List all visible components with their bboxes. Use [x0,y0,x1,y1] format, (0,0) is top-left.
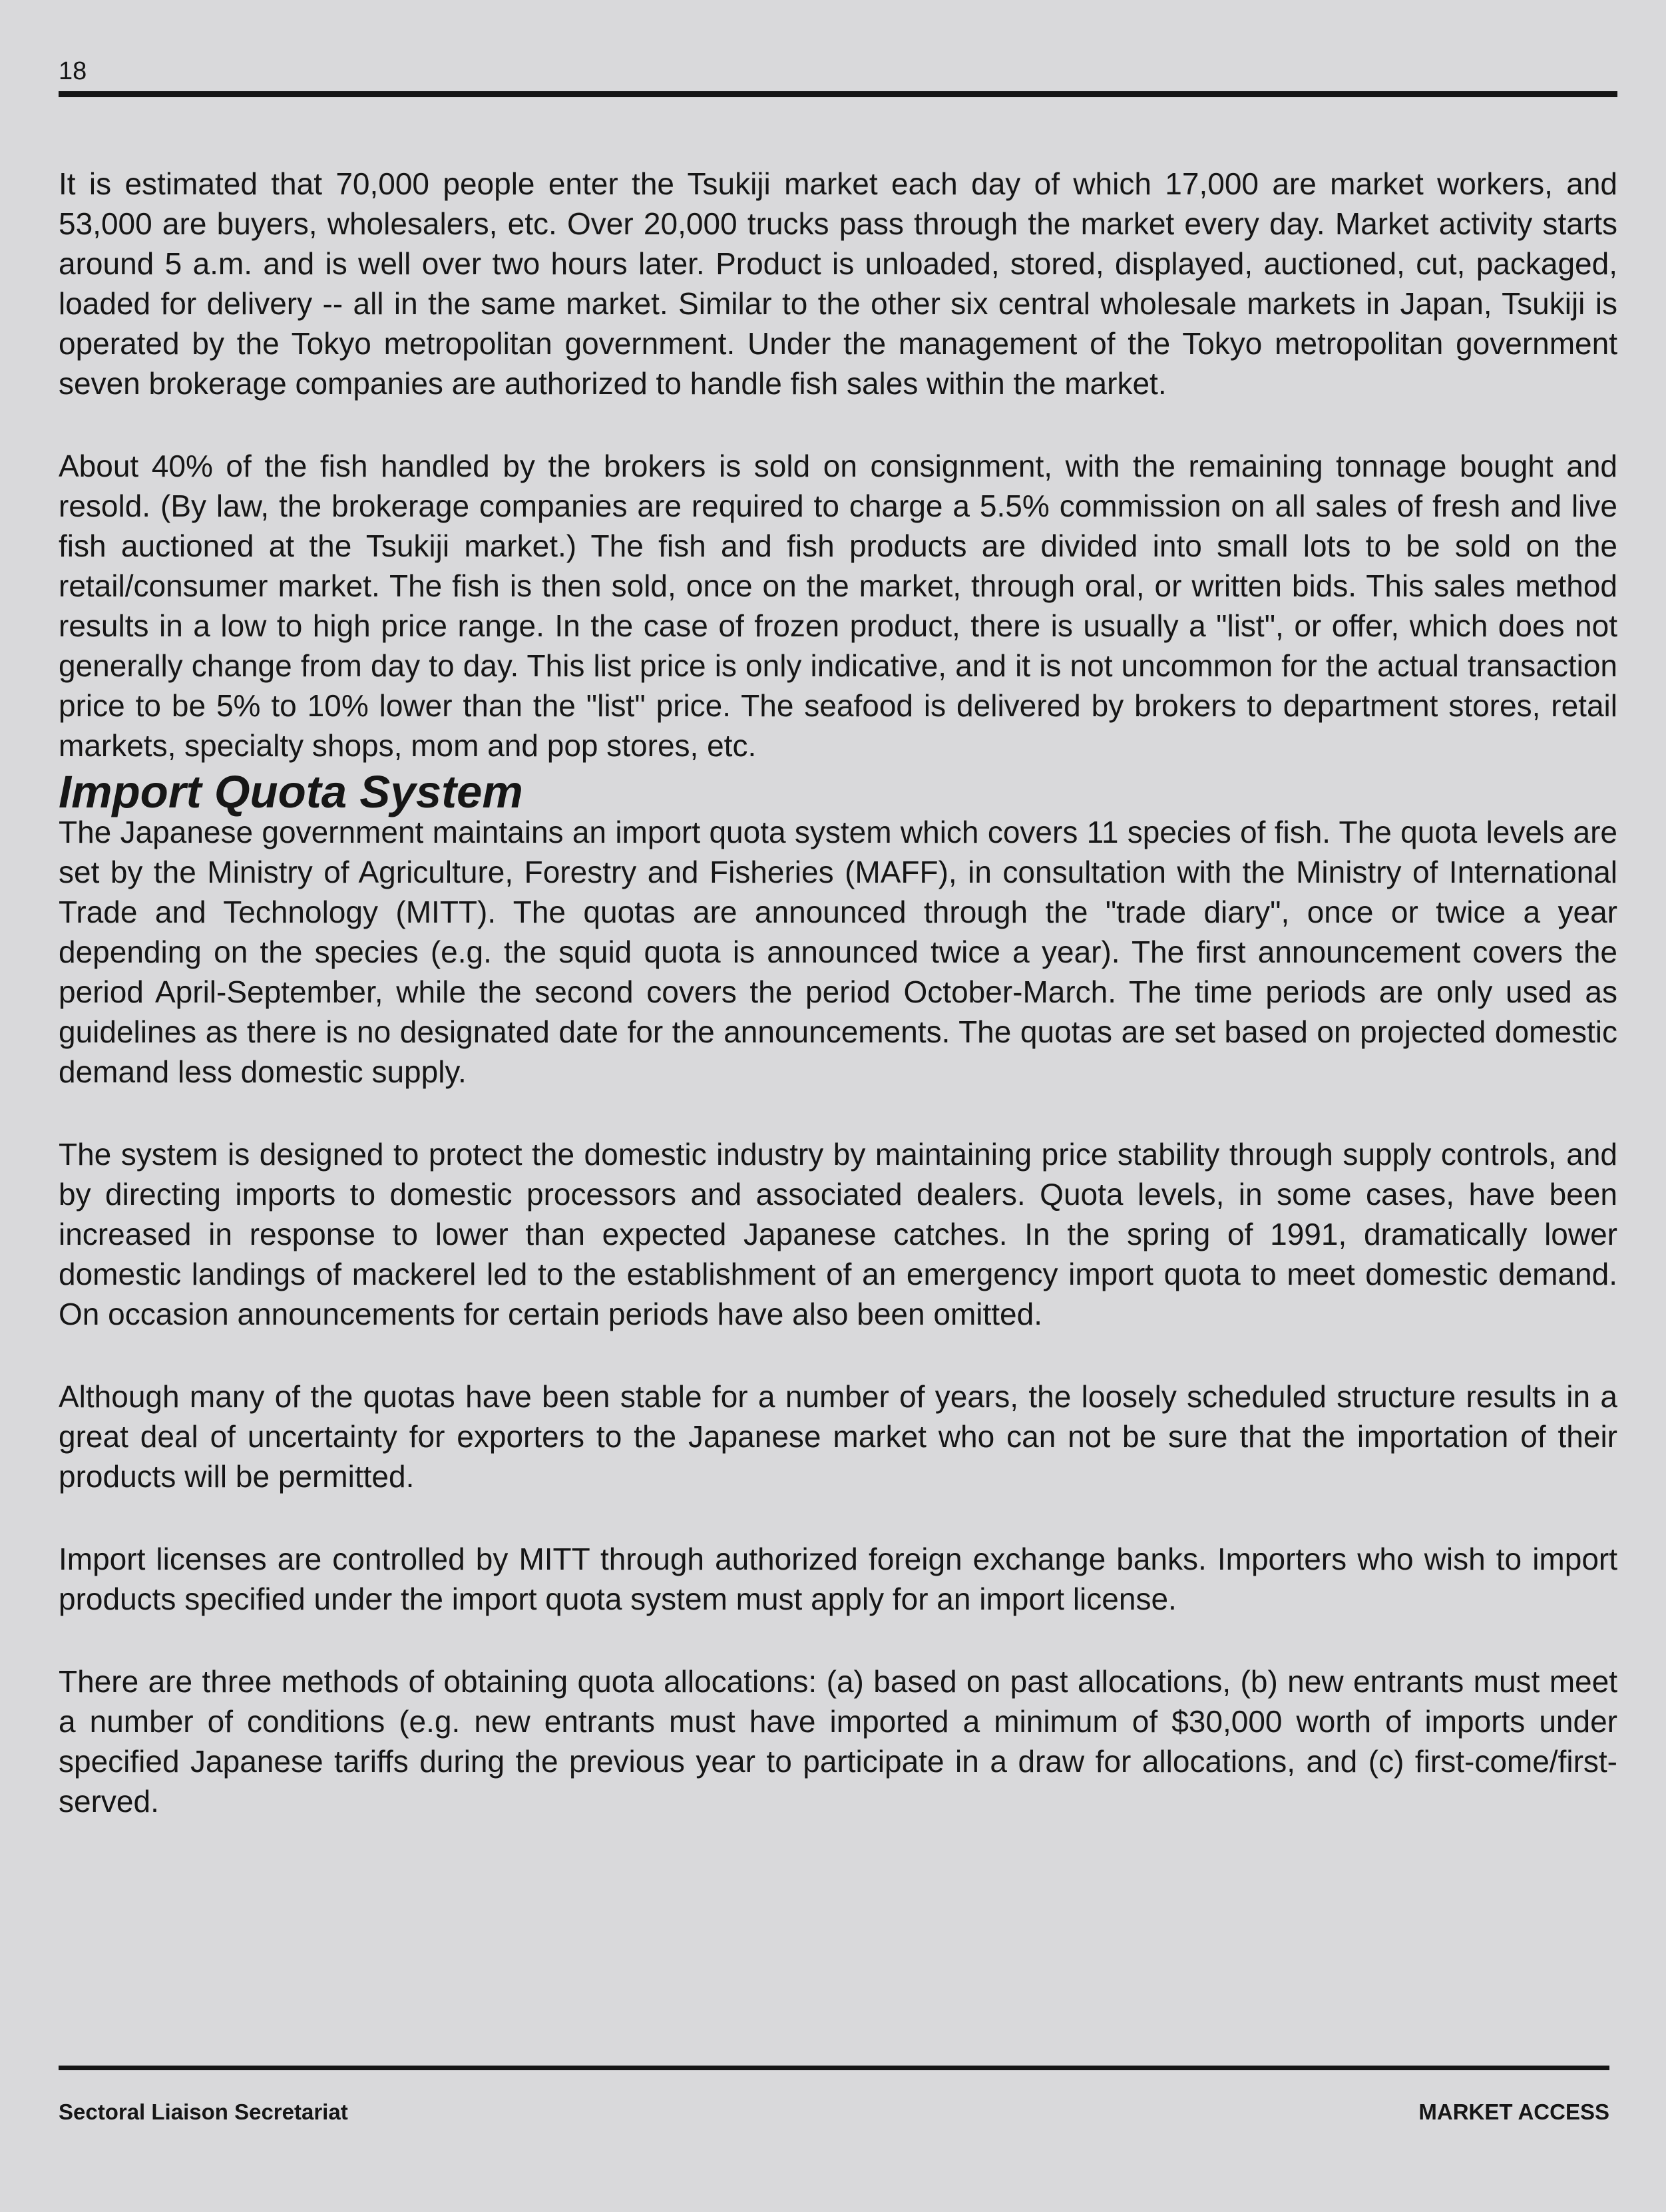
paragraph-market-overview: It is estimated that 70,000 people enter the Tsukiji market each day of which 17,000 are market workers, and 53,000 are buyers, wholesalers, etc. Over 20,000 trucks pass through the market every day. Market activity starts around 5 a.m. and is well over two hours later. Product is unloaded, stored, displayed, auctioned, cut, packaged, loaded for delivery -- all in the same market. Similar to the other six central wholesale markets in Japan, Tsukiji is operated by the Tokyo metropolitan government. Under the management of the Tokyo metropolitan government seven brokerage companies are authorized to handle fish sales within the market. [59,166,1617,401]
paragraph-gap [59,403,1617,446]
footer-market-access: MARKET ACCESS [1418,2100,1609,2124]
paragraph-uncertainty: Although many of the quotas have been stable for a number of years, the loosely scheduled structure results in a great deal of uncertainty for exporters to the Japanese market who can not be sure that the importation of their products will be permitted. [59,1379,1617,1494]
footer-secretariat: Sectoral Liaison Secretariat [59,2100,348,2124]
paragraph-system-purpose: The system is designed to protect the domestic industry by maintaining price stability through supply controls, and by directing imports to domestic processors and associated dealers. Quota levels, in some cases, have been increased in response to lower than expected Japanese catches. In the spring of 1991, dramatically lower domestic landings of mackerel led to the establishment of an emergency import quota to meet domestic demand. On occasion announcements for certain periods have also been omitted. [59,1137,1617,1331]
paragraph-gap [59,1619,1617,1661]
paragraph-gap [59,1496,1617,1539]
paragraph-quota-system: The Japanese government maintains an import quota system which covers 11 species of fish. The quota levels are set by the Ministry of Agriculture, Forestry and Fisheries (MAFF), in consultation with the Ministry of International Trade and Technology (MITT). The quotas are announced through the "trade diary", once or twice a year depending on the species (e.g. the squid quota is announced twice a year). The first announcement covers the period April-September, while the second covers the period October-March. The time periods are only used as guidelines as there is no designated date for the announcements. The quotas are set based on projected domestic demand less domestic supply. [59,815,1617,1089]
page-number: 18 [59,57,87,85]
bottom-rule [59,2066,1609,2070]
document-body [59,164,1617,1821]
paragraph-gap [59,1092,1617,1134]
paragraph-import-licenses: Import licenses are controlled by MITT through authorized foreign exchange banks. Importers who wish to import products specified under the import quota system must apply for an import license. [59,1542,1617,1616]
section-heading: Import Quota System [59,766,523,817]
top-rule [59,91,1617,97]
paragraph-consignment: About 40% of the fish handled by the brokers is sold on consignment, with the remaining tonnage bought and resold. (By law, the brokerage companies are required to charge a 5.5% commission on all sales of fresh and live fish auctioned at the Tsukiji market.) The fish and fish products are divided into small lots to be sold on the retail/consumer market. The fish is then sold, once on the market, through oral, or written bids. This sales method results in a low to high price range. In the case of frozen product, there is usually a "list", or offer, which does not generally change from day to day. This list price is only indicative, and it is not uncommon for the actual transaction price to be 5% to 10% lower than the "list" price. The seafood is delivered by brokers to department stores, retail markets, specialty shops, mom and pop stores, etc. [59,449,1617,763]
paragraph-gap [59,1334,1617,1377]
paragraph-allocation-methods: There are three methods of obtaining quota allocations: (a) based on past allocations, (b) new entrants must meet a number of conditions (e.g. new entrants must have imported a minimum of $30,000 worth of imports under specified Japanese tariffs during the previous year to participate in a draw for allocations, and (c) first-come/first-served. [59,1664,1617,1819]
